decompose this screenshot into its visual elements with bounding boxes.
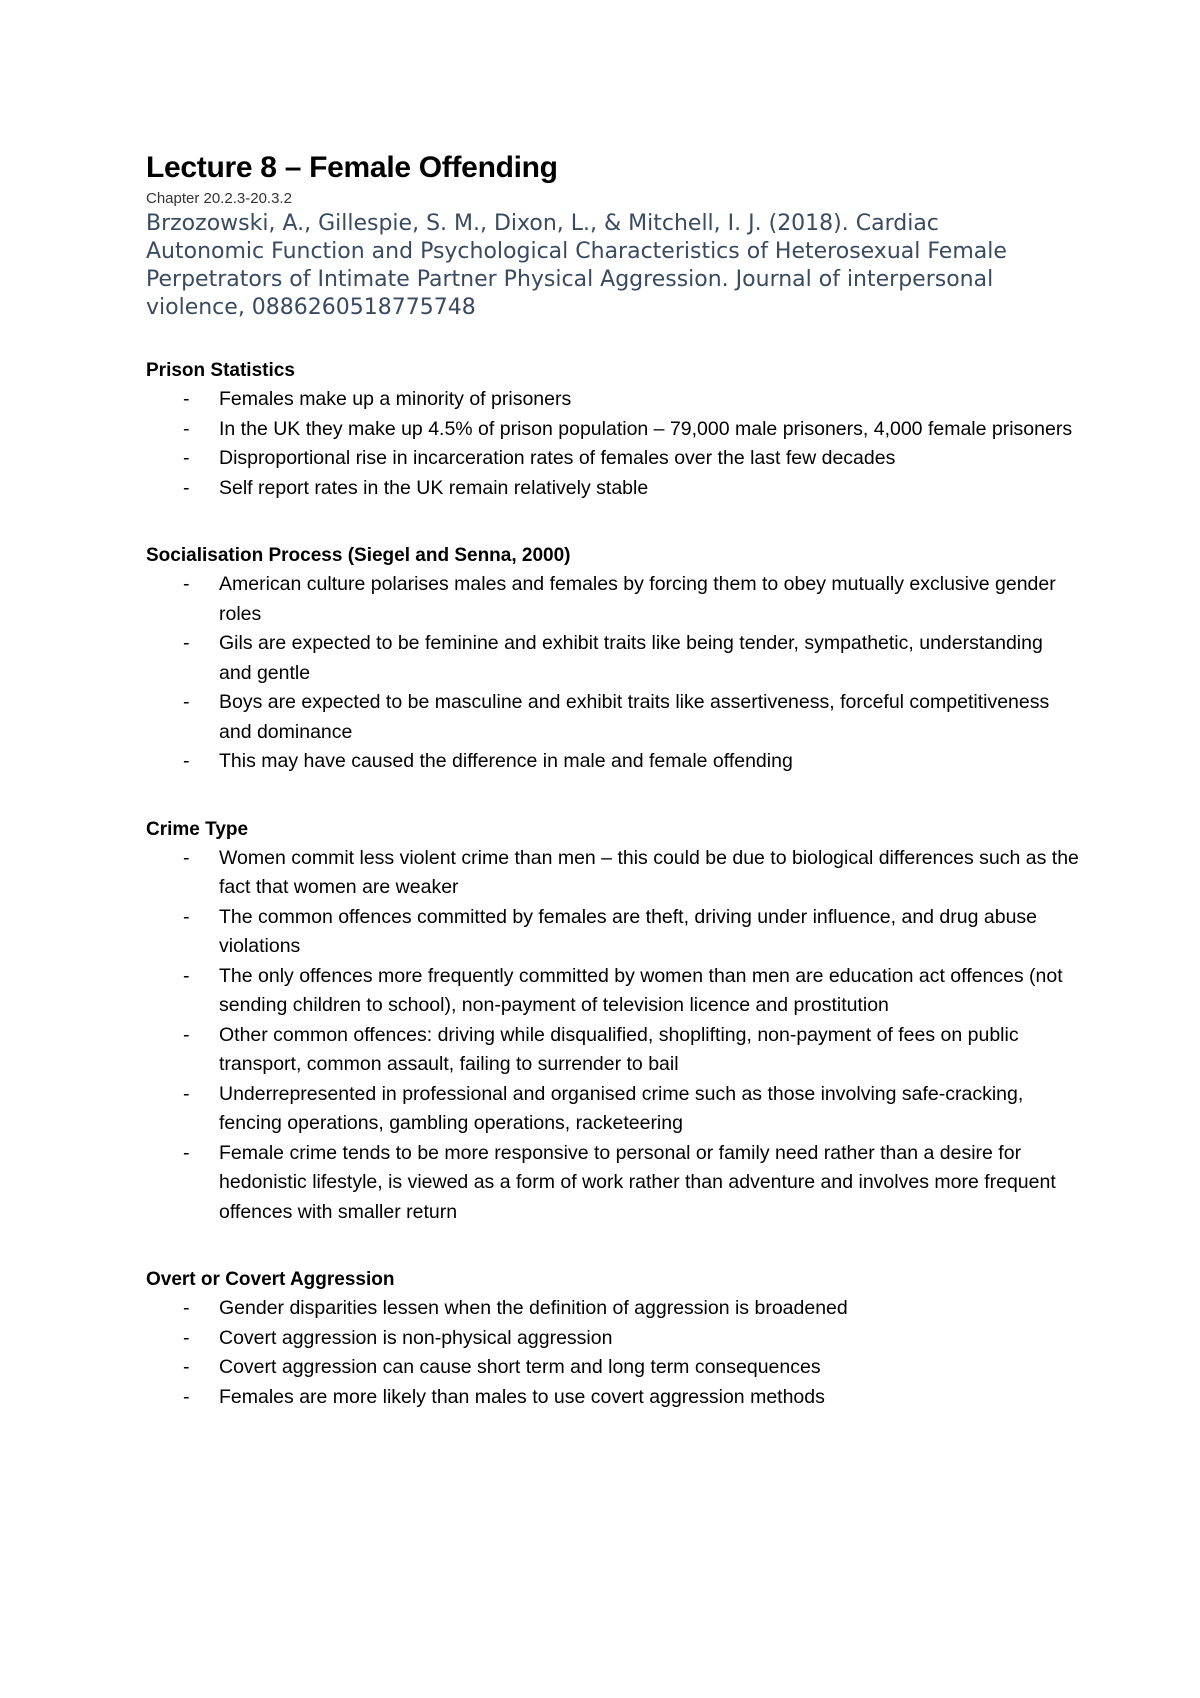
list-item bbox=[146, 1021, 1079, 1080]
bullet-dash: - bbox=[183, 573, 190, 595]
bullet-dash: - bbox=[183, 846, 190, 869]
section-crime-type bbox=[146, 815, 1079, 1228]
document-title: Lecture 8 – Female Offending bbox=[146, 151, 558, 184]
chapter-reference: Chapter 20.2.3-20.3.2 bbox=[146, 190, 292, 207]
list-item bbox=[146, 385, 1079, 415]
bullet-dash: - bbox=[183, 1023, 190, 1046]
section-socialisation-process bbox=[146, 541, 1076, 777]
list-item-text: Female crime tends to be more responsive to personal or family need rather than a desire for hedonistic lifestyle, is viewed as a form of work rather than adventure and involves more frequent offences with smaller return bbox=[219, 1141, 1056, 1223]
section-heading: Crime Type bbox=[146, 818, 249, 840]
section-heading: Socialisation Process (Siegel and Senna, 2000) bbox=[146, 545, 571, 566]
bullet-dash: - bbox=[183, 476, 190, 499]
list-item bbox=[146, 962, 1079, 1021]
bullet-list bbox=[146, 1294, 1076, 1412]
list-item-text: Disproportional rise in incarceration rates of females over the last few decades bbox=[219, 447, 896, 469]
bullet-dash: - bbox=[183, 1385, 190, 1408]
list-item bbox=[146, 1080, 1079, 1139]
list-item bbox=[146, 1139, 1079, 1228]
list-item-text: Gils are expected to be feminine and exhibit traits like being tender, sympathetic, understanding and gentle bbox=[219, 632, 1043, 684]
section-overt-covert-aggression bbox=[146, 1265, 1076, 1412]
bullet-dash: - bbox=[183, 417, 190, 440]
list-item bbox=[146, 844, 1079, 903]
list-item bbox=[146, 444, 1079, 474]
list-item-text: American culture polarises males and females by forcing them to obey mutually exclusive gender roles bbox=[219, 573, 1056, 625]
list-item-text: Other common offences: driving while disqualified, shoplifting, non-payment of fees on public transport, common assault, failing to surrender to bail bbox=[219, 1023, 1019, 1075]
bullet-dash: - bbox=[183, 388, 190, 410]
list-item-text: Covert aggression is non-physical aggression bbox=[219, 1326, 613, 1349]
bullet-dash: - bbox=[183, 1356, 190, 1378]
list-item-text: Women commit less violent crime than men – this could be due to biological differences such as the fact that women are weaker bbox=[219, 846, 1079, 898]
bullet-list bbox=[146, 385, 1076, 503]
list-item bbox=[146, 903, 1079, 962]
bullet-dash: - bbox=[183, 447, 190, 469]
list-item-text: Females are more likely than males to use covert aggression methods bbox=[219, 1385, 825, 1408]
list-item bbox=[146, 415, 1079, 445]
list-item bbox=[146, 747, 1079, 777]
section-prison-statistics bbox=[146, 356, 1076, 503]
list-item-text: The common offences committed by females are theft, driving under influence, and drug abuse violations bbox=[219, 905, 1038, 957]
list-item-text: In the UK they make up 4.5% of prison population – 79,000 male prisoners, 4,000 female prisoners bbox=[219, 417, 1073, 440]
bullet-list bbox=[146, 570, 1076, 777]
section-heading: Overt or Covert Aggression bbox=[146, 1269, 395, 1290]
list-item bbox=[146, 570, 1079, 629]
list-item bbox=[146, 474, 1079, 504]
bullet-list bbox=[146, 844, 1079, 1228]
bullet-dash: - bbox=[183, 1326, 190, 1349]
list-item-text: The only offences more frequently committed by women than men are education act offences (not sending children to school), non-payment of television licence and prostitution bbox=[219, 964, 1063, 1016]
section-heading: Prison Statistics bbox=[146, 360, 295, 381]
document-page bbox=[146, 148, 1079, 1412]
bullet-dash: - bbox=[183, 1297, 190, 1319]
list-item-text: Underrepresented in professional and organised crime such as those involving safe-cracking, fencing operations, gambling operations, racketeering bbox=[219, 1082, 1024, 1134]
list-item bbox=[146, 1324, 1079, 1354]
list-item bbox=[146, 1294, 1079, 1324]
bullet-dash: - bbox=[183, 905, 190, 928]
list-item-text: Females make up a minority of prisoners bbox=[219, 388, 572, 410]
list-item bbox=[146, 629, 1079, 688]
bullet-dash: - bbox=[183, 691, 190, 713]
list-item bbox=[146, 1353, 1079, 1383]
list-item-text: Boys are expected to be masculine and exhibit traits like assertiveness, forceful competitiveness and dominance bbox=[219, 691, 1050, 743]
list-item-text: Covert aggression can cause short term and long term consequences bbox=[219, 1356, 821, 1378]
bullet-dash: - bbox=[183, 632, 190, 654]
bullet-dash: - bbox=[183, 964, 190, 987]
list-item-text: This may have caused the difference in male and female offending bbox=[219, 750, 793, 772]
list-item-text: Self report rates in the UK remain relatively stable bbox=[219, 476, 649, 499]
list-item bbox=[146, 1383, 1079, 1413]
bullet-dash: - bbox=[183, 1082, 190, 1105]
list-item-text: Gender disparities lessen when the definition of aggression is broadened bbox=[219, 1297, 848, 1319]
bullet-dash: - bbox=[183, 1141, 190, 1164]
bullet-dash: - bbox=[183, 750, 190, 772]
citation: Brzozowski, A., Gillespie, S. M., Dixon, L., & Mitchell, I. J. (2018). Cardiac Autonomic Function and Psychological Characteristics of Heterosexual Female Perpetrators of Intimate Partner Physical Aggression. Journal of interpersonal violence, 0886260518775748 bbox=[146, 211, 1007, 320]
list-item bbox=[146, 688, 1079, 747]
